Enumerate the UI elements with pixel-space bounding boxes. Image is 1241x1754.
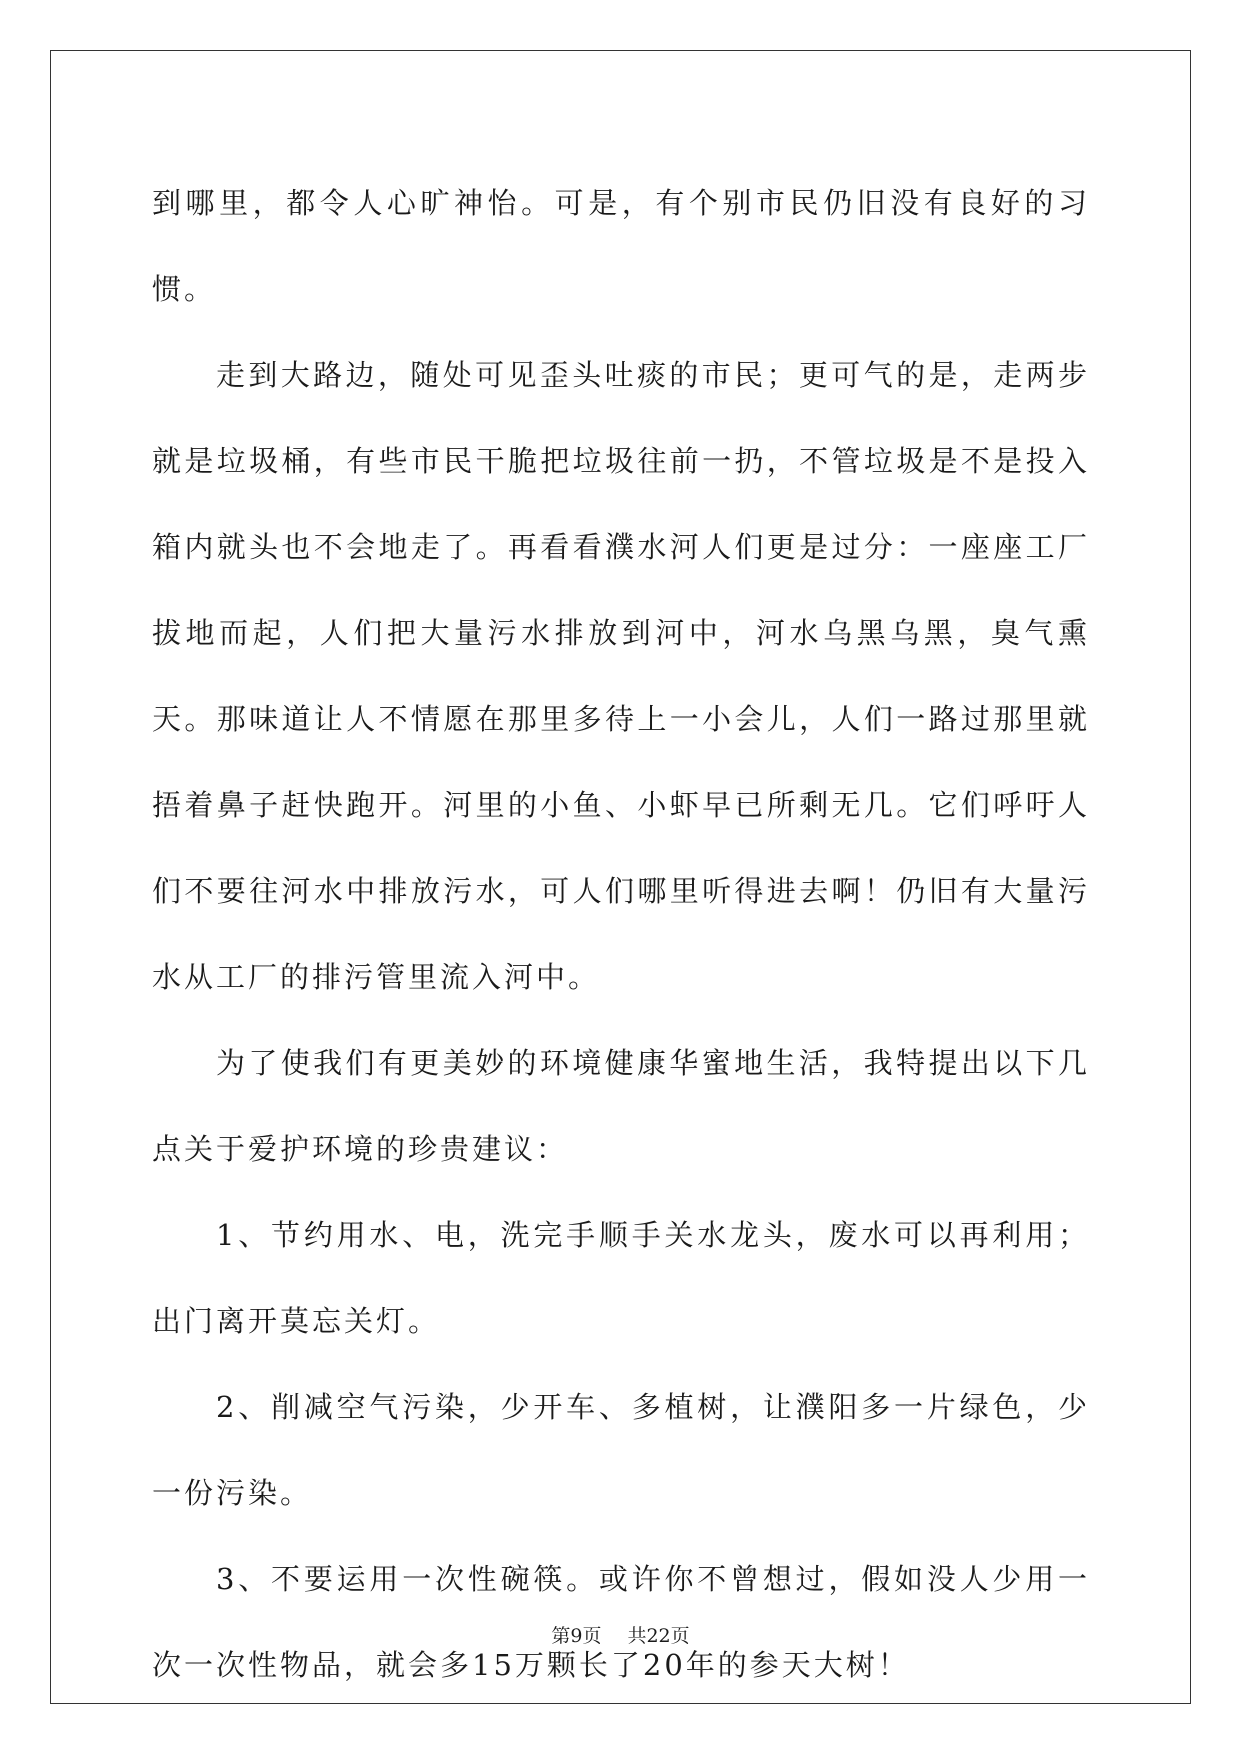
paragraph-4: 1、节约用水、电，洗完手顺手关水龙头，废水可以再利用；出门离开莫忘关灯。 [152, 1218, 1090, 1338]
paragraph-3: 为了使我们有更美妙的环境健康华蜜地生活，我特提出以下几点关于爱护环境的珍贵建议： [152, 1046, 1090, 1166]
paragraph-5: 2、削减空气污染，少开车、多植树，让濮阳多一片绿色，少一份污染。 [152, 1390, 1090, 1510]
paragraph-6: 3、不要运用一次性碗筷。或许你不曾想过，假如没人少用一次一次性物品，就会多15万颗长了20年的参天大树！ [152, 1562, 1090, 1682]
page-total: 共22页 [627, 1625, 690, 1647]
page-number: 第9页 [551, 1625, 602, 1647]
page-footer [0, 1621, 1241, 1648]
paragraph-1: 到哪里，都令人心旷神怡。可是，有个别市民仍旧没有良好的习惯。 [152, 186, 1090, 306]
paragraph-2: 走到大路边，随处可见歪头吐痰的市民；更可气的是，走两步就是垃圾桶，有些市民干脆把垃圾往前一扔，不管垃圾是不是投入箱内就头也不会地走了。再看看濮水河人们更是过分：一座座工厂拔地而起，人们把大量污水排放到河中，河水乌黑乌黑，臭气熏天。那味道让人不情愿在那里多待上一小会儿，人们一路过那里就捂着鼻子赶快跑开。河里的小鱼、小虾早已所剩无几。它们呼吁人们不要往河水中排放污水，可人们哪里听得进去啊！仍旧有大量污水从工厂的排污管里流入河中。 [152, 358, 1090, 994]
document-body [152, 160, 1090, 1708]
